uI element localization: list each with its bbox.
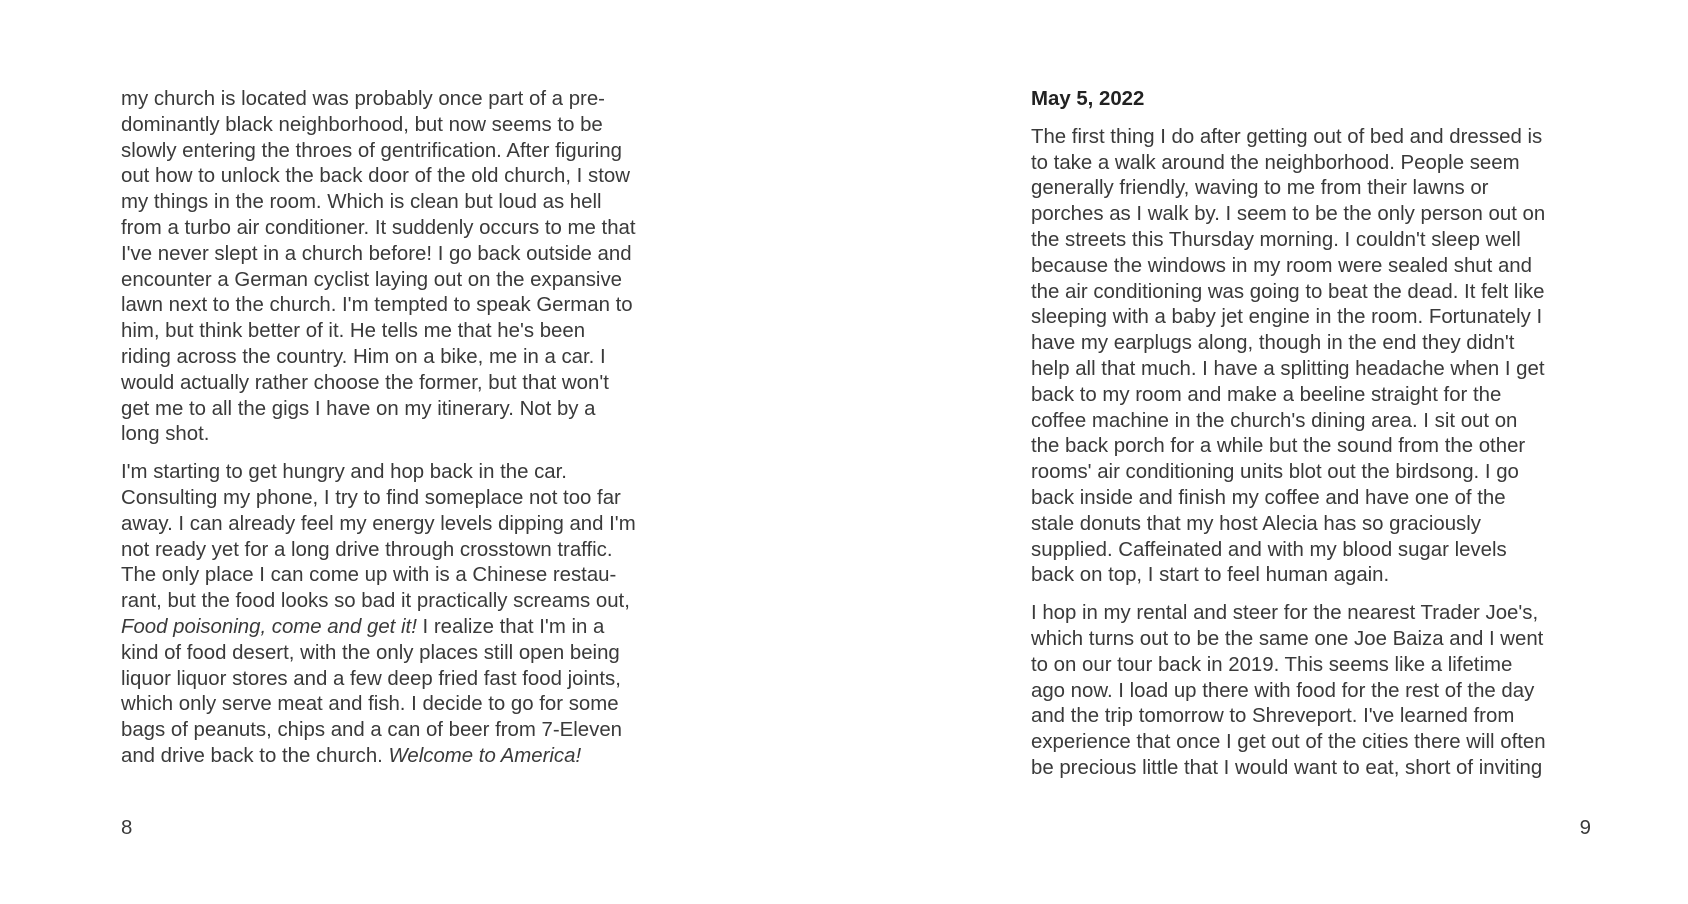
text-line: lawn next to the church. I'm tempted to speak German to: [121, 294, 633, 317]
page-number: 9: [1579, 817, 1591, 839]
paragraph: [1031, 601, 1591, 782]
text-line: from a turbo air conditioner. It suddenly occurs to me that: [121, 216, 636, 239]
text-line: back on top, I start to feel human again.: [1031, 564, 1390, 587]
text-line: and the trip tomorrow to Shreveport. I've learned from: [1031, 705, 1515, 728]
text-line: to on our tour back in 2019. This seems like a lifetime: [1031, 653, 1513, 676]
text-line: I'm starting to get hungry and hop back in the car.: [121, 461, 567, 484]
text-line: Consulting my phone, I try to find someplace not too far: [121, 486, 621, 509]
italic-phrase: Welcome to America!: [388, 744, 582, 767]
text-line: away. I can already feel my energy levels dipping and I'm: [121, 512, 636, 535]
text-line: bags of peanuts, chips and a can of beer from 7-Eleven: [121, 719, 623, 742]
text-line: the air conditioning was going to beat the dead. It felt like: [1031, 280, 1545, 303]
text-line: porches as I walk by. I seem to be the only person out on: [1031, 203, 1546, 226]
text-line: help all that much. I have a splitting headache when I get: [1031, 357, 1545, 380]
text-line: which turns out to be the same one Joe Baiza and I went: [1031, 627, 1544, 650]
paragraph: [121, 460, 681, 770]
text-line: The first thing I do after getting out of bed and dressed is: [1031, 125, 1543, 148]
text-line: to take a walk around the neighborhood. People seem: [1031, 151, 1520, 174]
text-line: kind of food desert, with the only places still open being: [121, 641, 620, 664]
text-line: him, but think better of it. He tells me that he's been: [121, 320, 586, 343]
text-line: be precious little that I would want to eat, short of inviting: [1031, 756, 1543, 779]
text-line: ago now. I load up there with food for the rest of the day: [1031, 679, 1535, 702]
text-line: stale donuts that my host Alecia has so graciously: [1031, 512, 1481, 535]
text-line: supplied. Caffeinated and with my blood sugar levels: [1031, 538, 1507, 561]
text-line: [121, 744, 681, 770]
text-line: experience that once I get out of the cities there will often: [1031, 731, 1546, 754]
text-line: riding across the country. Him on a bike, me in a car. I: [121, 345, 606, 368]
text-line: [121, 615, 681, 641]
text-line: I hop in my rental and steer for the nearest Trader Joe's,: [1031, 602, 1539, 625]
text-line: back to my room and make a beeline straight for the: [1031, 383, 1502, 406]
text-line: coffee machine in the church's dining area. I sit out on: [1031, 409, 1518, 432]
left-page-text: [121, 87, 681, 782]
text-line: which only serve meat and fish. I decide to go for some: [121, 693, 619, 716]
text-fragment: I realize that I'm in a: [416, 615, 605, 638]
right-page: [844, 0, 1688, 904]
text-line: because the windows in my room were sealed shut and: [1031, 254, 1532, 277]
paragraph: [1031, 125, 1591, 589]
text-line: the back porch for a while but the sound from the other: [1031, 435, 1526, 458]
text-line: long shot.: [121, 423, 210, 446]
text-line: dominantly black neighborhood, but now seems to be: [121, 113, 603, 136]
text-line: the streets this Thursday morning. I couldn't sleep well: [1031, 228, 1521, 251]
text-line: get me to all the gigs I have on my itinerary. Not by a: [121, 397, 596, 420]
text-line: encounter a German cyclist laying out on the expansive: [121, 268, 622, 291]
text-line: rooms' air conditioning units blot out the birdsong. I go: [1031, 461, 1519, 484]
text-fragment: and drive back to the church.: [121, 744, 389, 767]
text-line: out how to unlock the back door of the old church, I stow: [121, 165, 630, 188]
text-line: back inside and finish my coffee and have one of the: [1031, 486, 1506, 509]
text-line: liquor liquor stores and a few deep fried fast food joints,: [121, 667, 621, 690]
date-heading: May 5, 2022: [1031, 88, 1145, 110]
text-line: have my earplugs along, though in the end they didn't: [1031, 332, 1515, 355]
text-line: my church is located was probably once part of a pre-: [121, 88, 605, 110]
text-line: not ready yet for a long drive through crosstown traffic.: [121, 538, 613, 561]
page-number: 8: [121, 817, 133, 839]
text-line: The only place I can come up with is a Chinese restau-: [121, 564, 617, 587]
right-page-text: [1031, 87, 1591, 794]
text-line: slowly entering the throes of gentrification. After figuring: [121, 139, 622, 162]
text-line: generally friendly, waving to me from their lawns or: [1031, 177, 1489, 200]
text-line: sleeping with a baby jet engine in the room. Fortunately I: [1031, 306, 1543, 329]
text-line: I've never slept in a church before! I go back outside and: [121, 242, 632, 265]
italic-phrase: Food poisoning, come and get it!: [121, 615, 417, 638]
paragraph: [121, 87, 681, 448]
text-line: my things in the room. Which is clean but loud as hell: [121, 191, 602, 214]
text-line: rant, but the food looks so bad it practically screams out,: [121, 590, 630, 613]
text-line: would actually rather choose the former, but that won't: [121, 371, 609, 394]
